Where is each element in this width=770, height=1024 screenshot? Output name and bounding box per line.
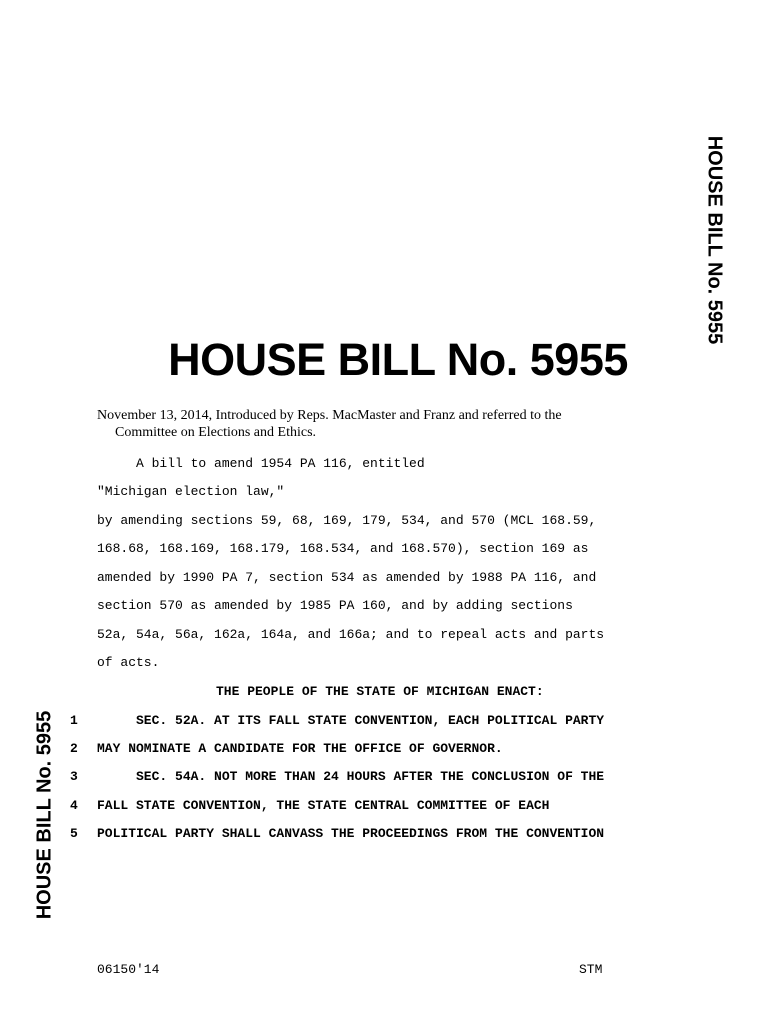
body-line: by amending sections 59, 68, 169, 179, 534, and 570 (MCL 168.59,: [97, 513, 597, 528]
line-number: 3: [70, 769, 78, 784]
line-number: 5: [70, 826, 78, 841]
bill-text-line: SEC. 52A. AT ITS FALL STATE CONVENTION, EACH POLITICAL PARTY: [97, 713, 605, 728]
bill-text-line: SEC. 54A. NOT MORE THAN 24 HOURS AFTER THE CONCLUSION OF THE: [97, 769, 605, 784]
enacting-clause: THE PEOPLE OF THE STATE OF MICHIGAN ENACT:: [216, 684, 544, 699]
body-line: 168.68, 168.169, 168.179, 168.534, and 168.570), section 169 as: [97, 541, 589, 556]
line-number: 1: [70, 713, 78, 728]
body-line: of acts.: [97, 655, 160, 670]
body-line: amended by 1990 PA 7, section 534 as amended by 1988 PA 116, and: [97, 570, 597, 585]
footer-drafter-initials: STM: [579, 962, 603, 977]
introduction-line-2: Committee on Elections and Ethics.: [115, 425, 317, 440]
side-label-right: HOUSE BILL No. 5955: [703, 135, 726, 345]
bill-text-line: FALL STATE CONVENTION, THE STATE CENTRAL COMMITTEE OF EACH: [97, 798, 550, 813]
bill-text-line: POLITICAL PARTY SHALL CANVASS THE PROCEEDINGS FROM THE CONVENTION: [97, 826, 605, 841]
body-line: section 570 as amended by 1985 PA 160, and by adding sections: [97, 598, 573, 613]
line-number: 2: [70, 741, 78, 756]
bill-text-line: MAY NOMINATE A CANDIDATE FOR THE OFFICE OF GOVERNOR.: [97, 741, 503, 756]
footer-document-code: 06150'14: [97, 962, 160, 977]
body-line: 52a, 54a, 56a, 162a, 164a, and 166a; and to repeal acts and parts: [97, 627, 605, 642]
body-line: "Michigan election law,": [97, 484, 285, 499]
introduction-note: [97, 407, 617, 441]
body-line: A bill to amend 1954 PA 116, entitled: [97, 456, 425, 471]
side-label-left: HOUSE BILL No. 5955: [33, 710, 56, 920]
line-number: 4: [70, 798, 78, 813]
page-title: HOUSE BILL No. 5955: [168, 334, 628, 385]
introduction-line-1: November 13, 2014, Introduced by Reps. MacMaster and Franz and referred to the: [97, 408, 562, 423]
